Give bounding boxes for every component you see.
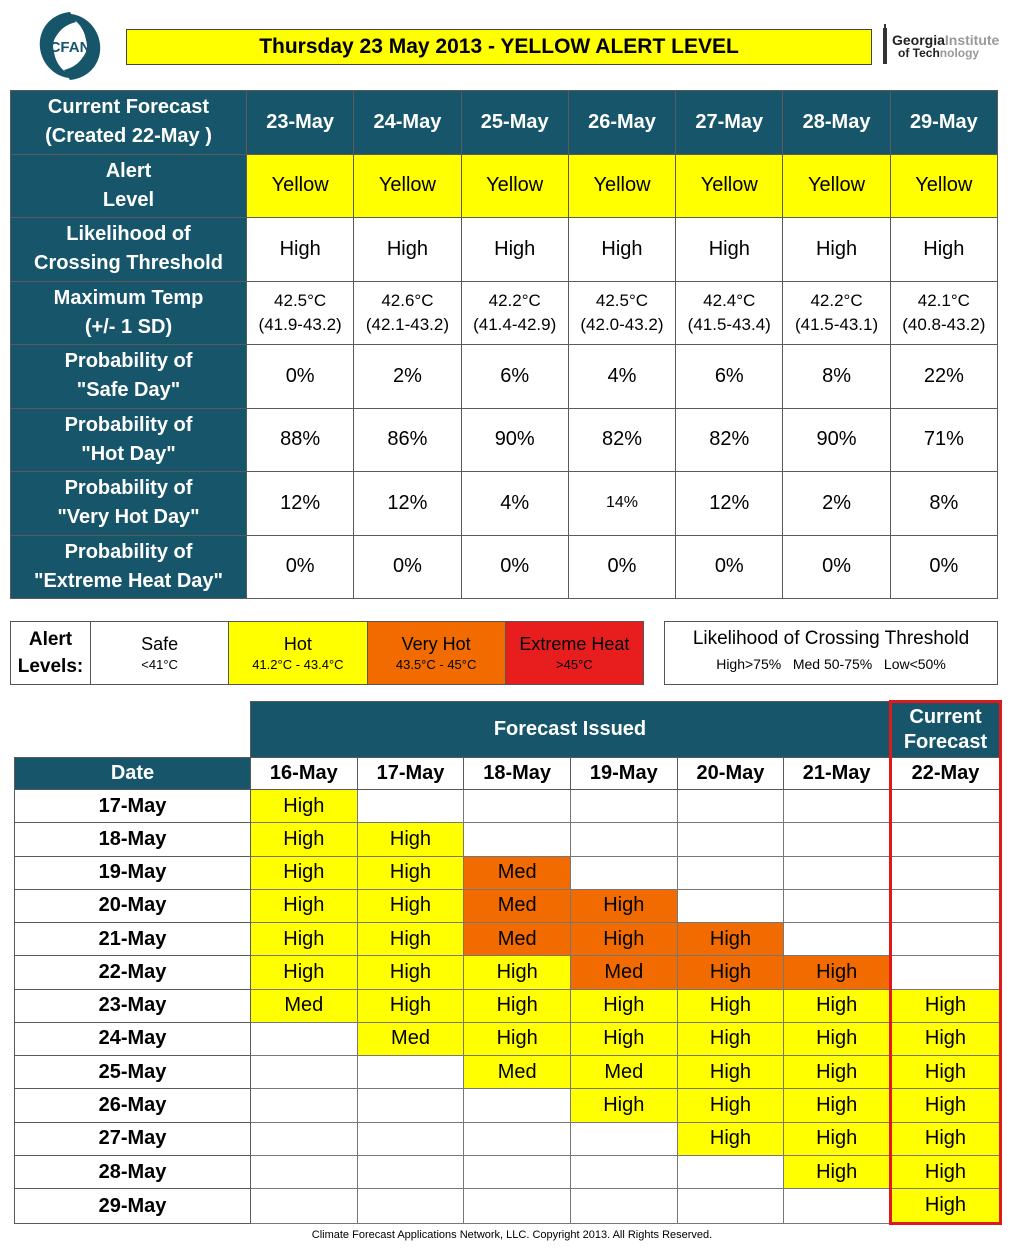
- forecast-cell: 0%: [568, 535, 675, 599]
- history-date: 24-May: [15, 1022, 251, 1055]
- history-cell: High: [251, 923, 358, 956]
- history-cell: High: [784, 1122, 891, 1155]
- history-cell: High: [677, 1022, 784, 1055]
- history-cell: [784, 1189, 891, 1224]
- history-cell: [570, 790, 677, 823]
- history-cell: High: [570, 1022, 677, 1055]
- forecast-cell: 0%: [783, 535, 890, 599]
- legend-safe: Safe <41°C: [91, 622, 229, 685]
- forecast-row-label: Alert Level: [11, 154, 247, 218]
- history-cell: High: [464, 989, 571, 1022]
- issued-date-header: 18-May: [464, 758, 571, 790]
- forecast-date-header: 26-May: [568, 91, 675, 155]
- forecast-cell: 42.6°C (42.1-43.2): [354, 281, 461, 345]
- legend-extreme-heat: Extreme Heat >45°C: [505, 622, 643, 685]
- history-cell: [570, 823, 677, 856]
- alert-levels-label: Alert Levels:: [11, 622, 91, 685]
- history-cell: Med: [570, 956, 677, 989]
- history-cell: Med: [464, 889, 571, 922]
- history-cell: High: [784, 1056, 891, 1089]
- history-cell: [891, 889, 1001, 922]
- forecast-cell: 71%: [890, 408, 997, 472]
- history-date: 20-May: [15, 889, 251, 922]
- history-cell: [784, 889, 891, 922]
- history-date: 17-May: [15, 790, 251, 823]
- history-cell: [784, 790, 891, 823]
- history-cell: [357, 1056, 464, 1089]
- date-column-header: Date: [15, 758, 251, 790]
- forecast-history-table: [14, 700, 1002, 1225]
- history-cell: [891, 956, 1001, 989]
- history-cell: [891, 823, 1001, 856]
- history-cell: High: [357, 956, 464, 989]
- history-cell: High: [677, 956, 784, 989]
- history-cell: [357, 1089, 464, 1122]
- history-cell: High: [464, 956, 571, 989]
- forecast-date-header: 25-May: [461, 91, 568, 155]
- history-cell: [891, 856, 1001, 889]
- forecast-cell: 0%: [461, 535, 568, 599]
- forecast-date-header: 23-May: [247, 91, 354, 155]
- forecast-cell: 8%: [783, 345, 890, 409]
- forecast-cell: 86%: [354, 408, 461, 472]
- forecast-cell: Yellow: [676, 154, 783, 218]
- history-cell: [357, 1155, 464, 1188]
- history-cell: High: [784, 1022, 891, 1055]
- history-cell: High: [891, 1155, 1001, 1188]
- forecast-cell: Yellow: [461, 154, 568, 218]
- forecast-cell: 42.4°C (41.5-43.4): [676, 281, 783, 345]
- history-cell: High: [251, 956, 358, 989]
- svg-text:CFAN: CFAN: [49, 39, 91, 56]
- forecast-row-label: Probability of "Safe Day": [11, 345, 247, 409]
- forecast-cell: 42.5°C (41.9-43.2): [247, 281, 354, 345]
- history-cell: [251, 1122, 358, 1155]
- forecast-cell: 12%: [247, 472, 354, 536]
- forecast-cell: Yellow: [890, 154, 997, 218]
- forecast-cell: 6%: [461, 345, 568, 409]
- history-cell: High: [784, 1089, 891, 1122]
- issued-date-header: 16-May: [251, 758, 358, 790]
- history-cell: [251, 1189, 358, 1224]
- history-cell: [251, 1155, 358, 1188]
- georgia-tech-logo: GeorgiaInstitute of Technology: [880, 18, 1020, 68]
- forecast-cell: 4%: [461, 472, 568, 536]
- forecast-row-label: Probability of "Very Hot Day": [11, 472, 247, 536]
- forecast-date-header: 24-May: [354, 91, 461, 155]
- copyright-footer: Climate Forecast Applications Network, LLC. Copyright 2013. All Rights Reserved.: [311, 1229, 713, 1241]
- forecast-cell: High: [247, 218, 354, 282]
- forecast-date-header: 29-May: [890, 91, 997, 155]
- history-cell: High: [784, 989, 891, 1022]
- history-cell: High: [677, 1089, 784, 1122]
- forecast-cell: High: [354, 218, 461, 282]
- history-cell: [677, 790, 784, 823]
- forecast-cell: 0%: [247, 535, 354, 599]
- forecast-cell: 4%: [568, 345, 675, 409]
- history-cell: [677, 1155, 784, 1188]
- history-cell: High: [251, 889, 358, 922]
- history-cell: [570, 1189, 677, 1224]
- history-cell: [677, 856, 784, 889]
- history-cell: [251, 1056, 358, 1089]
- history-cell: [891, 790, 1001, 823]
- history-cell: High: [677, 1056, 784, 1089]
- history-cell: High: [784, 1155, 891, 1188]
- history-cell: [784, 923, 891, 956]
- current-forecast-table: [10, 90, 998, 599]
- history-cell: [464, 1089, 571, 1122]
- history-cell: [251, 1089, 358, 1122]
- history-cell: High: [251, 790, 358, 823]
- history-date: 18-May: [15, 823, 251, 856]
- history-cell: [570, 856, 677, 889]
- likelihood-legend-title: Likelihood of Crossing Threshold: [692, 628, 970, 649]
- alert-levels-legend: [10, 621, 644, 685]
- forecast-cell: 42.5°C (42.0-43.2): [568, 281, 675, 345]
- forecast-cell: 2%: [354, 345, 461, 409]
- history-cell: Med: [357, 1022, 464, 1055]
- history-cell: High: [251, 856, 358, 889]
- history-cell: [357, 790, 464, 823]
- forecast-cell: 2%: [783, 472, 890, 536]
- history-date: 28-May: [15, 1155, 251, 1188]
- forecast-cell: High: [783, 218, 890, 282]
- history-date: 23-May: [15, 989, 251, 1022]
- history-cell: High: [677, 1122, 784, 1155]
- history-cell: High: [891, 989, 1001, 1022]
- forecast-row-label: Likelihood of Crossing Threshold: [11, 218, 247, 282]
- history-cell: High: [677, 923, 784, 956]
- history-date: 26-May: [15, 1089, 251, 1122]
- history-cell: High: [891, 1089, 1001, 1122]
- history-cell: High: [891, 1122, 1001, 1155]
- legend-hot: Hot 41.2°C - 43.4°C: [229, 622, 367, 685]
- forecast-row-label: Probability of "Hot Day": [11, 408, 247, 472]
- history-cell: High: [357, 923, 464, 956]
- history-cell: Med: [464, 1056, 571, 1089]
- history-cell: [464, 1122, 571, 1155]
- forecast-cell: 90%: [461, 408, 568, 472]
- history-cell: High: [677, 989, 784, 1022]
- issued-date-header: 22-May: [891, 758, 1001, 790]
- history-cell: High: [357, 823, 464, 856]
- page-title: Thursday 23 May 2013 - YELLOW ALERT LEVEL: [126, 29, 872, 65]
- forecast-cell: 88%: [247, 408, 354, 472]
- history-cell: [784, 823, 891, 856]
- history-cell: [464, 823, 571, 856]
- history-date: 22-May: [15, 956, 251, 989]
- history-cell: High: [570, 1089, 677, 1122]
- forecast-row-label: Maximum Temp (+/- 1 SD): [11, 281, 247, 345]
- history-cell: High: [891, 1056, 1001, 1089]
- forecast-cell: High: [568, 218, 675, 282]
- history-cell: Med: [570, 1056, 677, 1089]
- forecast-cell: High: [890, 218, 997, 282]
- forecast-cell: 0%: [676, 535, 783, 599]
- forecast-cell: 12%: [676, 472, 783, 536]
- forecast-cell: 0%: [890, 535, 997, 599]
- history-cell: Med: [464, 856, 571, 889]
- history-cell: [570, 1122, 677, 1155]
- history-cell: High: [891, 1189, 1001, 1224]
- forecast-cell: 22%: [890, 345, 997, 409]
- forecast-cell: Yellow: [247, 154, 354, 218]
- tech-tower-icon: [882, 24, 888, 64]
- history-cell: [464, 790, 571, 823]
- forecast-date-header: 28-May: [783, 91, 890, 155]
- forecast-cell: High: [461, 218, 568, 282]
- issued-date-header: 17-May: [357, 758, 464, 790]
- forecast-cell: 42.2°C (41.4-42.9): [461, 281, 568, 345]
- history-cell: High: [357, 989, 464, 1022]
- history-date: 27-May: [15, 1122, 251, 1155]
- issued-date-header: 21-May: [784, 758, 891, 790]
- forecast-cell: 42.1°C (40.8-43.2): [890, 281, 997, 345]
- cfan-swirl-icon: [36, 8, 102, 84]
- history-date: 19-May: [15, 856, 251, 889]
- issued-date-header: 20-May: [677, 758, 784, 790]
- current-forecast-header: Current Forecast: [891, 702, 1001, 758]
- history-cell: High: [570, 889, 677, 922]
- forecast-cell: Yellow: [783, 154, 890, 218]
- cfan-logo: [36, 8, 102, 84]
- history-cell: High: [357, 889, 464, 922]
- forecast-cell: Yellow: [568, 154, 675, 218]
- history-cell: High: [891, 1022, 1001, 1055]
- forecast-cell: 82%: [568, 408, 675, 472]
- history-cell: Med: [464, 923, 571, 956]
- forecast-cell: Yellow: [354, 154, 461, 218]
- history-cell: [677, 889, 784, 922]
- forecast-cell: High: [676, 218, 783, 282]
- history-cell: [464, 1189, 571, 1224]
- history-date: 29-May: [15, 1189, 251, 1224]
- history-cell: High: [570, 923, 677, 956]
- history-cell: High: [251, 823, 358, 856]
- history-cell: Med: [251, 989, 358, 1022]
- forecast-cell: 0%: [247, 345, 354, 409]
- history-cell: High: [570, 989, 677, 1022]
- likelihood-legend: [664, 621, 998, 685]
- history-date: 25-May: [15, 1056, 251, 1089]
- forecast-cell: 42.2°C (41.5-43.1): [783, 281, 890, 345]
- forecast-cell: 82%: [676, 408, 783, 472]
- forecast-date-header: 27-May: [676, 91, 783, 155]
- history-cell: [891, 923, 1001, 956]
- history-cell: [357, 1189, 464, 1224]
- forecast-corner-header: Current Forecast (Created 22-May ): [11, 91, 247, 155]
- history-date: 21-May: [15, 923, 251, 956]
- forecast-cell: 8%: [890, 472, 997, 536]
- history-cell: [570, 1155, 677, 1188]
- likelihood-legend-detail: High>75% Med 50-75% Low<50%: [716, 656, 946, 672]
- history-cell: [784, 856, 891, 889]
- history-cell: [677, 823, 784, 856]
- forecast-cell: 90%: [783, 408, 890, 472]
- forecast-cell: 14%: [568, 472, 675, 536]
- issued-date-header: 19-May: [570, 758, 677, 790]
- history-cell: [251, 1022, 358, 1055]
- history-cell: [464, 1155, 571, 1188]
- history-cell: High: [357, 856, 464, 889]
- history-cell: High: [784, 956, 891, 989]
- history-cell: High: [464, 1022, 571, 1055]
- forecast-cell: 6%: [676, 345, 783, 409]
- forecast-issued-header: Forecast Issued: [251, 702, 891, 758]
- legend-very-hot: Very Hot 43.5°C - 45°C: [367, 622, 505, 685]
- forecast-row-label: Probability of "Extreme Heat Day": [11, 535, 247, 599]
- forecast-cell: 12%: [354, 472, 461, 536]
- forecast-cell: 0%: [354, 535, 461, 599]
- history-cell: [677, 1189, 784, 1224]
- history-cell: [357, 1122, 464, 1155]
